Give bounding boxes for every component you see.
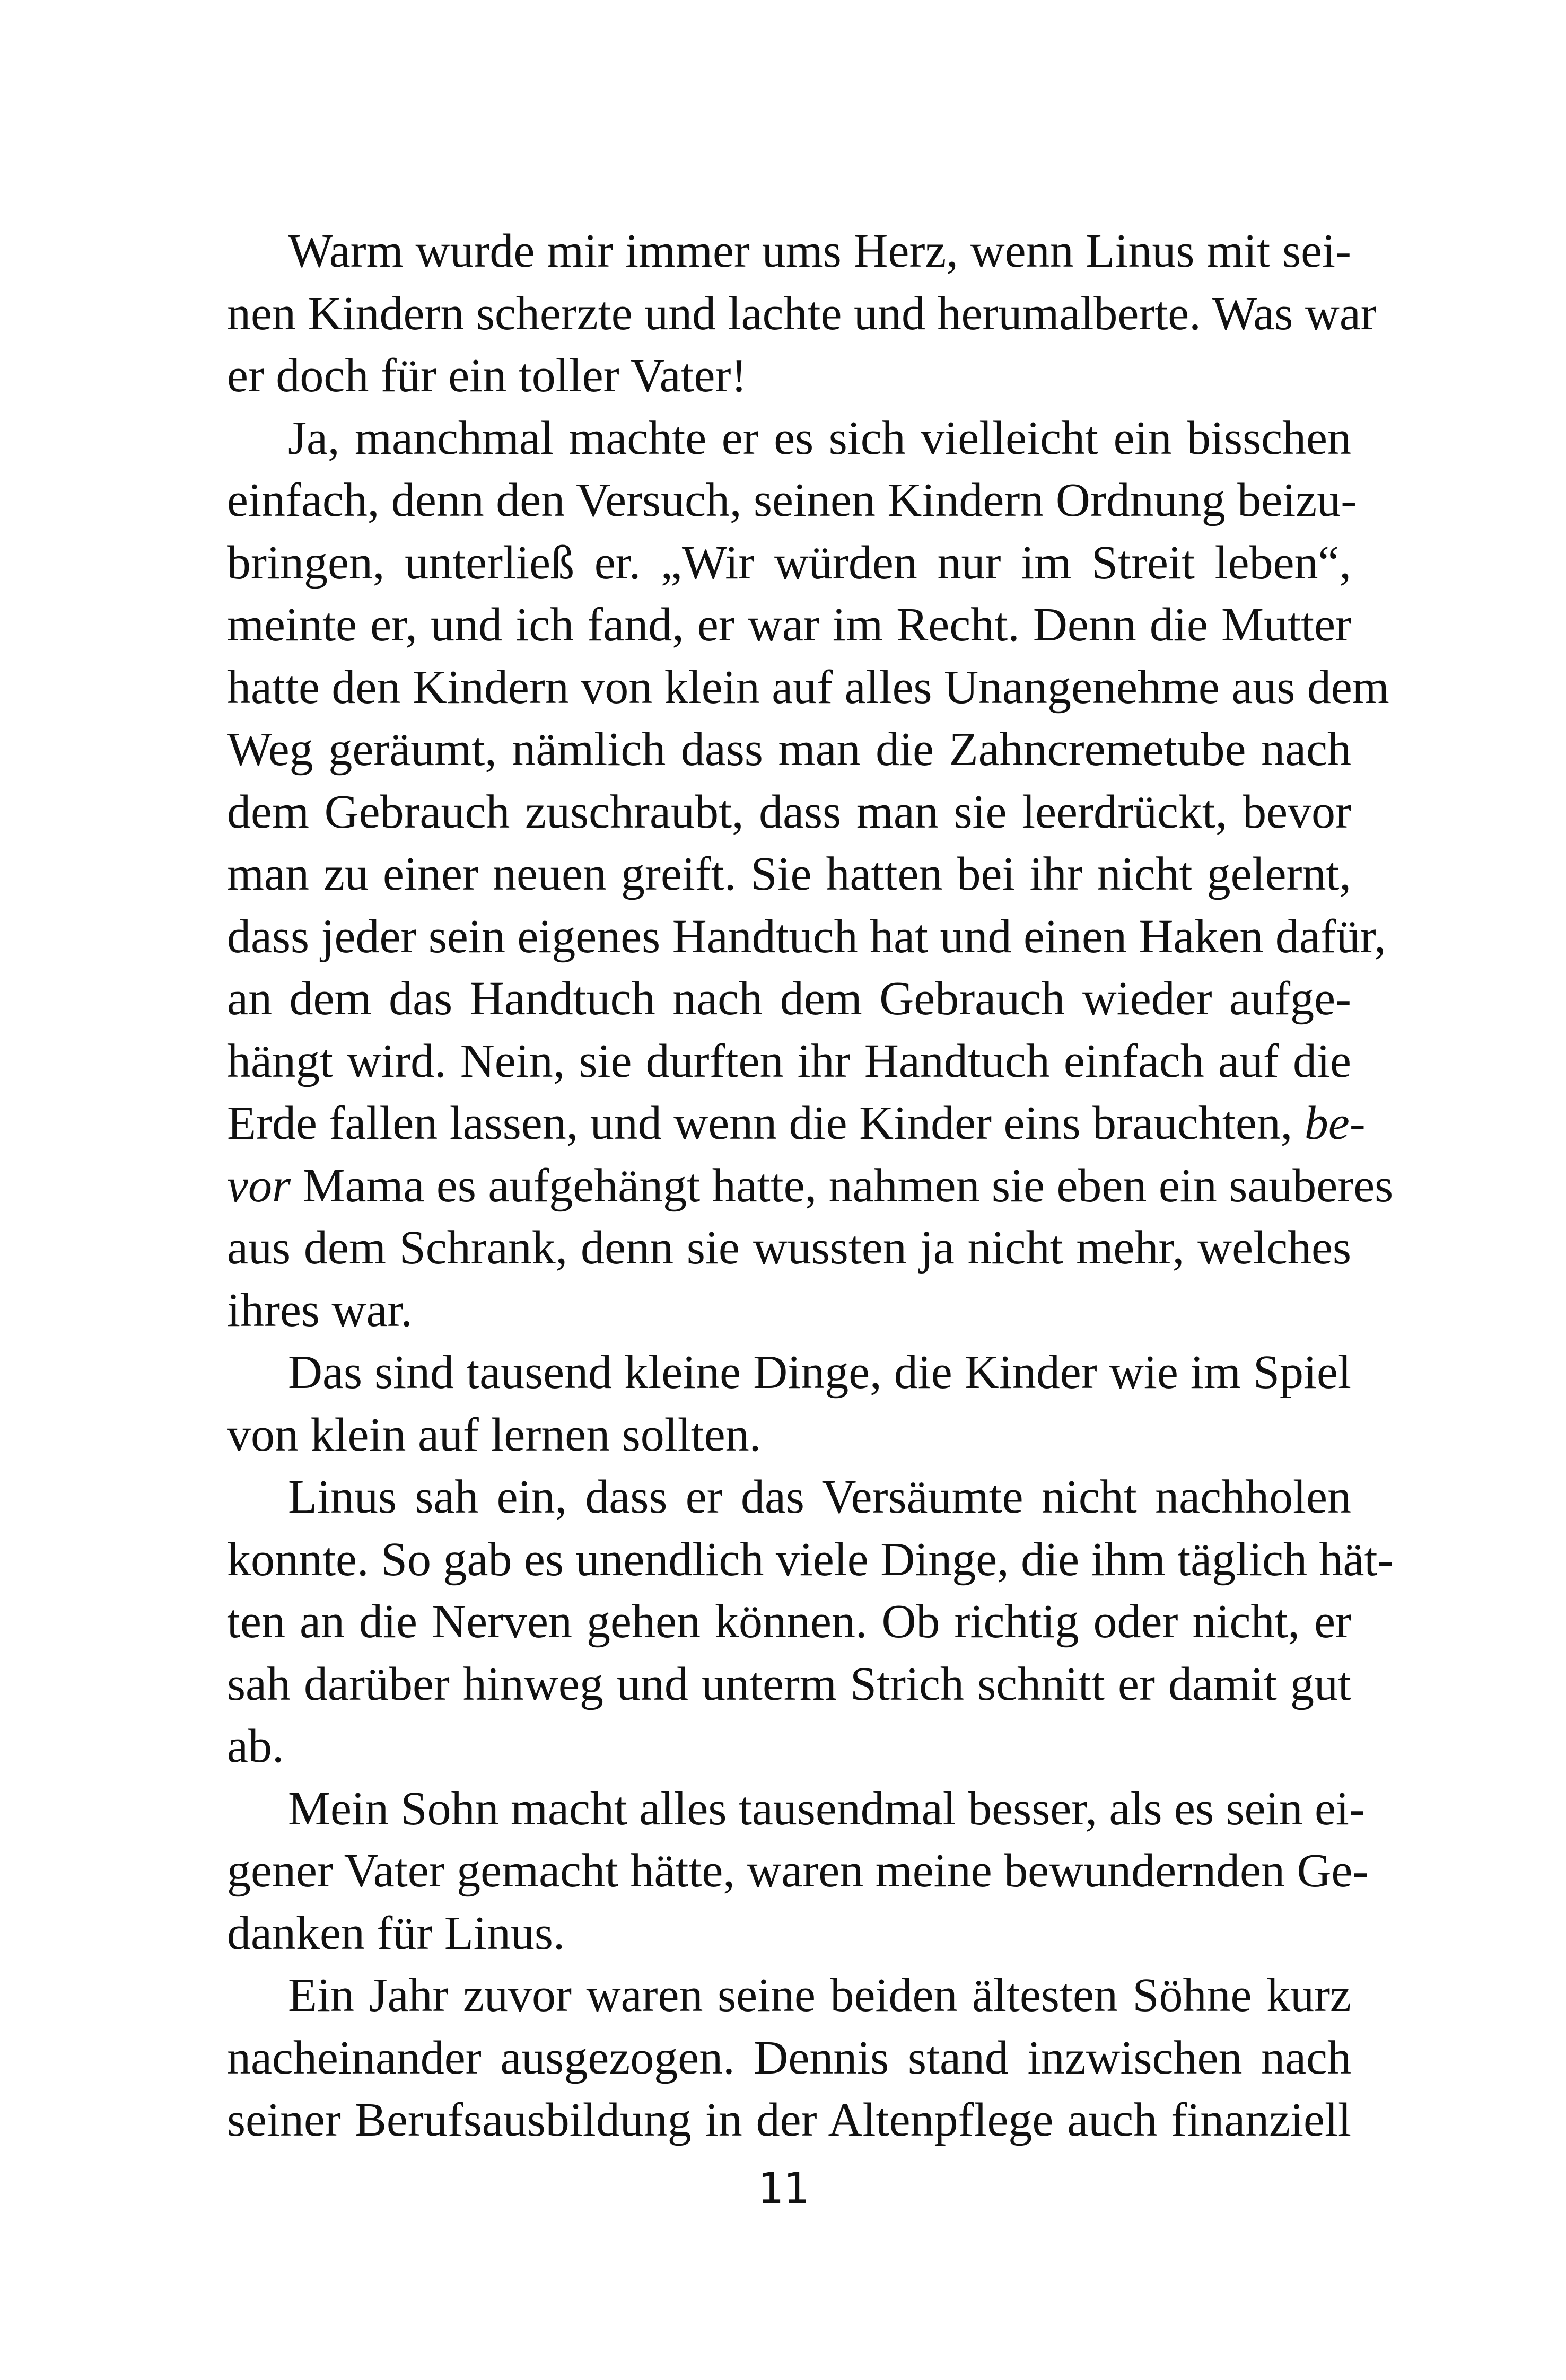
text-line: ihres war. xyxy=(227,1284,413,1337)
text-line: einfach, denn den Versuch, seinen Kindern Ordnung beizu- xyxy=(227,474,1357,526)
text-line: meinte er, und ich fand, er war im Recht. Denn die Mutter xyxy=(227,599,1351,651)
text-segment: Erde fallen lassen, und wenn die Kinder eins brauchten, xyxy=(227,1097,1305,1149)
text-line: ab. xyxy=(227,1720,284,1772)
text-segment: Mama es aufgehängt hatte, nahmen sie eben ein sauberes xyxy=(302,1159,1394,1212)
text-line: konnte. So gab es unendlich viele Dinge, die ihm täglich hät- xyxy=(227,1533,1394,1586)
text-line: von klein auf lernen sollten. xyxy=(227,1408,762,1461)
text-line: seiner Berufsausbildung in der Altenpflege auch finanziell xyxy=(227,2094,1351,2146)
text-line: an dem das Handtuch nach dem Gebrauch wieder aufge- xyxy=(227,972,1351,1025)
text-line: Das sind tausend kleine Dinge, die Kinder wie im Spiel xyxy=(288,1346,1351,1399)
text-line xyxy=(227,1155,1394,1217)
body-text xyxy=(227,220,1394,2151)
italic-word: vor xyxy=(227,1159,291,1212)
text-line xyxy=(227,1092,1366,1155)
text-line: Mein Sohn macht alles tausendmal besser, als es sein ei- xyxy=(288,1782,1365,1835)
text-line: hängt wird. Nein, sie durften ihr Handtuch einfach auf die xyxy=(227,1034,1351,1087)
text-line: nacheinander ausgezogen. Dennis stand inzwischen nach xyxy=(227,2031,1351,2084)
text-line: ten an die Nerven gehen können. Ob richtig oder nicht, er xyxy=(227,1595,1351,1648)
page-number: 11 xyxy=(757,2164,809,2213)
text-line: nen Kindern scherzte und lachte und herumalberte. Was war xyxy=(227,287,1377,340)
text-line: Warm wurde mir immer ums Herz, wenn Linus mit sei- xyxy=(288,225,1351,277)
text-line: dem Gebrauch zuschraubt, dass man sie leerdrückt, bevor xyxy=(227,785,1351,838)
text-line: Ja, manchmal machte er es sich vielleicht ein bisschen xyxy=(288,411,1351,464)
text-line: Linus sah ein, dass er das Versäumte nicht nachholen xyxy=(288,1471,1351,1523)
text-line: sah darüber hinweg und unterm Strich schnitt er damit gut xyxy=(227,1657,1351,1710)
text-line: man zu einer neuen greift. Sie hatten bei ihr nicht gelernt, xyxy=(227,848,1351,900)
text-line: danken für Linus. xyxy=(227,1907,565,1960)
text-line: dass jeder sein eigenes Handtuch hat und einen Haken dafür, xyxy=(227,910,1386,963)
text-line: Weg geräumt, nämlich dass man die Zahncremetube nach xyxy=(227,723,1351,776)
text-line: aus dem Schrank, denn sie wussten ja nicht mehr, welches xyxy=(227,1222,1351,1274)
text-line: Ein Jahr zuvor waren seine beiden ältesten Söhne kurz xyxy=(288,1969,1351,2022)
italic-word: be- xyxy=(1304,1097,1366,1149)
text-line: er doch für ein toller Vater! xyxy=(227,349,747,402)
text-line: hatte den Kindern von klein auf alles Unangenehme aus dem xyxy=(227,661,1389,714)
text-line: gener Vater gemacht hätte, waren meine bewundernden Ge- xyxy=(227,1845,1369,1897)
text-line: bringen, unterließ er. „Wir würden nur im Streit leben“, xyxy=(227,536,1351,589)
